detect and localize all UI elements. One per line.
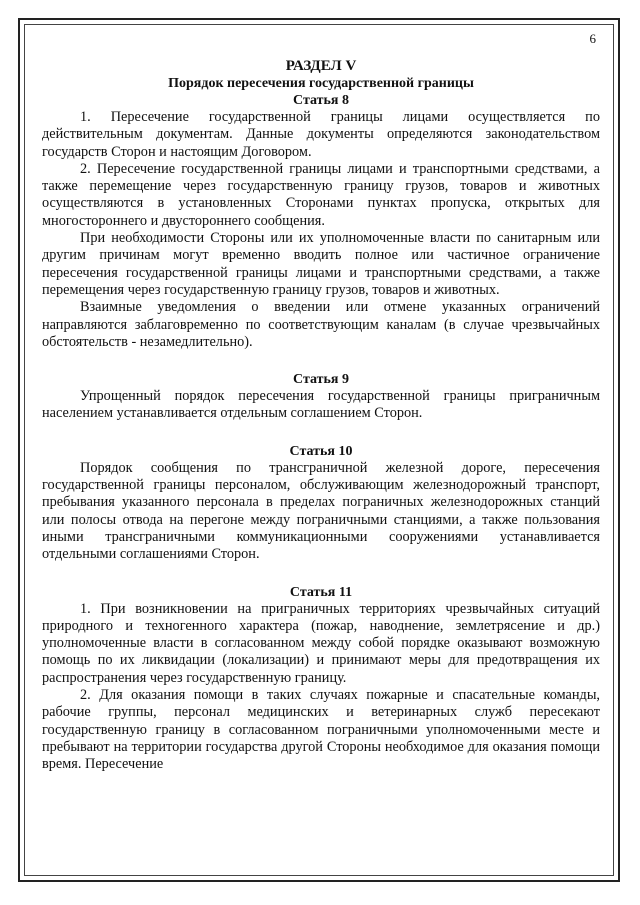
paragraph: 1. Пересечение государственной границы лицами осуществляется по действительным документам. Данные документы определяются законодательством государств Сторон и настоящим Договором.: [42, 109, 600, 160]
paragraph: 2. Для оказания помощи в таких случаях пожарные и спасательные команды, рабочие группы, персонал медицинских и ветеринарных служб пересекают государственную границу в согласованном пограничными уполномоченными месте и пребывают на территории государства другой Стороны необходимое для оказания помощи время. Пересечение: [42, 687, 600, 773]
paragraph: Порядок сообщения по трансграничной железной дороге, пересечения государственной границы персоналом, обслуживающим железнодорожный транспорт, пребывания указанного персонала в пределах пограничных железнодорожных станций или полосы отвода на перегоне между пограничными станциями, а также пользования иными трансграничными коммуникационными сооружениями устанавливается отдельными соглашениями Сторон.: [42, 459, 600, 563]
spacer: [42, 351, 600, 371]
spacer: [42, 564, 600, 584]
section-title: РАЗДЕЛ V: [285, 58, 357, 74]
paragraph: 1. При возникновении на приграничных территориях чрезвычайных ситуаций природного и техногенного характера (пожар, наводнение, землетрясение и др.) уполномоченные власти в согласованном между собой порядке оказывают возможную помощь по их ликвидации (локализации) и принимают меры для предотвращения их распространения через государственную границу.: [42, 600, 600, 686]
page-number: 6: [589, 31, 596, 46]
paragraph: При необходимости Стороны или их уполномоченные власти по санитарным или другим причинам могут временно вводить полное или частичное ограничение пересечения государственной границы лицами и транспортными средствами, а также перемещения через государственную границу грузов, товаров и животных.: [42, 230, 600, 298]
document-body: [42, 58, 600, 774]
section-subtitle: Порядок пересечения государственной границы: [168, 76, 474, 91]
article-title: Статья 8: [293, 93, 349, 108]
paragraph: Упрощенный порядок пересечения государственной границы приграничным населением устанавливается отдельным соглашением Сторон.: [42, 388, 600, 422]
article-title: Статья 10: [289, 443, 353, 459]
spacer: [42, 423, 600, 443]
paragraph: Взаимные уведомления о введении или отмене указанных ограничений направляются заблаговременно по соответствующим каналам (в случае чрезвычайных обстоятельств - незамедлительно).: [42, 299, 600, 350]
article-title: Статья 9: [293, 372, 349, 388]
article-title: Статья 11: [289, 584, 353, 600]
paragraph: 2. Пересечение государственной границы лицами и транспортными средствами, а также перемещение через государственную границу грузов, товаров и животных осуществляются в установленных Сторонами пунктах пропуска, открытых для многостороннего и двустороннего сообщения.: [42, 160, 600, 229]
